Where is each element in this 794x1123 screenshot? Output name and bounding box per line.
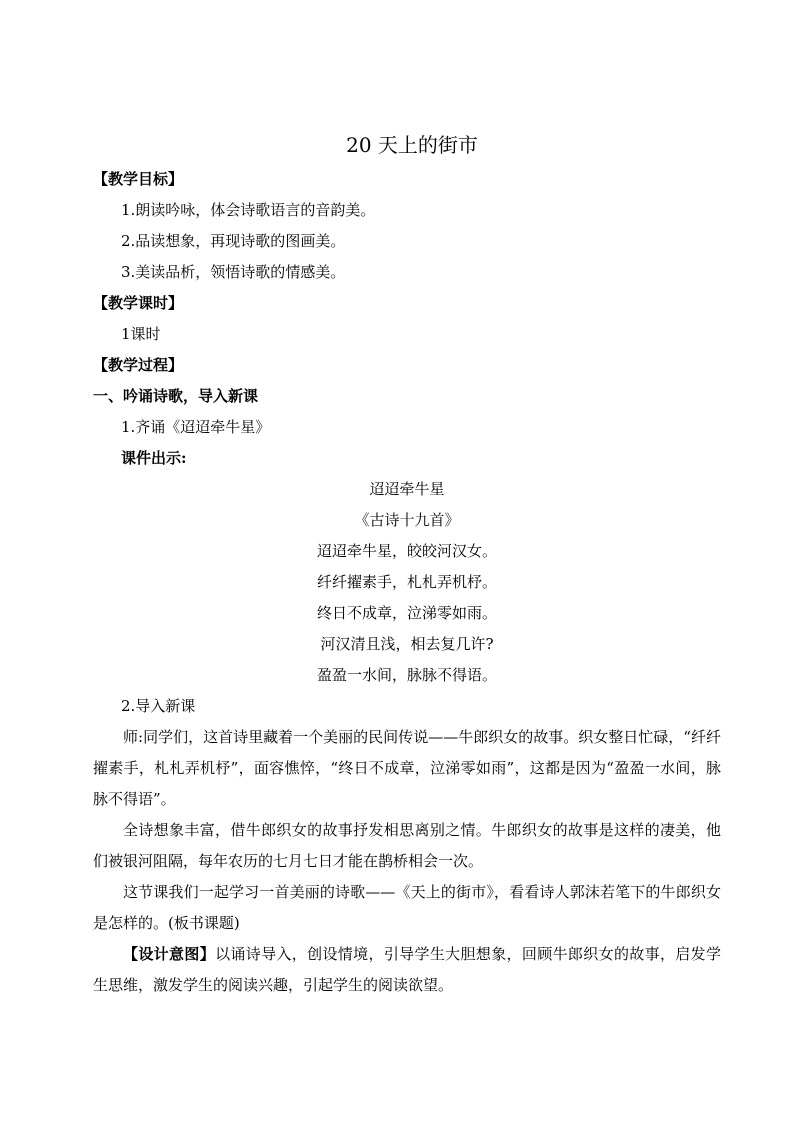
poem-line-1: 迢迢牵牛星，皎皎河汉女。 <box>316 542 497 560</box>
document-title: 20 天上的街市 <box>346 133 478 157</box>
goal-item-2: 2.品读想象，再现诗歌的图画美。 <box>121 232 346 250</box>
step1-text: 1.齐诵《迢迢牵牛星》 <box>121 418 271 436</box>
poem-line-5: 盈盈一水间，脉脉不得语。 <box>316 666 497 684</box>
hours-value: 1课时 <box>121 325 161 343</box>
summary-paragraph: 全诗想象丰富，借牛郎织女的故事抒发相思离别之情。牛郎织女的故事是这样的凄美，他们被银河阻隔，每年农历的七月七日才能在鹊桥相会一次。 <box>93 821 721 870</box>
goals-heading: 【教学目标】 <box>93 170 184 188</box>
document-page <box>93 128 721 1001</box>
goal-item-1: 1.朗读吟咏，体会诗歌语言的音韵美。 <box>121 201 376 219</box>
design-intent-text: 以诵诗导入，创设情境，引导学生大胆想象，回顾牛郎织女的故事，启发学生思维，激发学生的阅读兴趣，引起学生的阅读欲望。 <box>93 945 721 994</box>
poem-line-2: 纤纤擢素手，札札弄机杼。 <box>316 573 497 591</box>
poem-line-4: 河汉清且浅，相去复几许? <box>320 635 494 653</box>
lesson-intro-paragraph: 这节课我们一起学习一首美丽的诗歌——《天上的街市》，看看诗人郭沫若笔下的牛郎织女是怎样的。(板书课题) <box>93 883 721 932</box>
part1-heading: 一、吟诵诗歌，导入新课 <box>93 387 259 405</box>
design-intent-label: 【设计意图】 <box>123 945 216 963</box>
step2-text: 2.导入新课 <box>121 697 196 715</box>
courseware-label: 课件出示: <box>121 449 187 467</box>
poem-source: 《古诗十九首》 <box>354 511 460 529</box>
goal-item-3: 3.美读品析，领悟诗歌的情感美。 <box>121 263 346 281</box>
poem-title: 迢迢牵牛星 <box>369 480 445 498</box>
teacher-paragraph: 师:同学们，这首诗里藏着一个美丽的民间传说——牛郎织女的故事。织女整日忙碌，“纤纤擢素手，札札弄机杼”，面容憔悴，“终日不成章，泣涕零如雨”，这都是因为“盈盈一水间，脉脉不得语”。 <box>93 728 721 808</box>
poem-line-3: 终日不成章，泣涕零如雨。 <box>316 604 497 622</box>
process-heading: 【教学过程】 <box>93 356 184 374</box>
design-intent-paragraph <box>93 939 721 1001</box>
hours-heading: 【教学课时】 <box>93 294 184 312</box>
